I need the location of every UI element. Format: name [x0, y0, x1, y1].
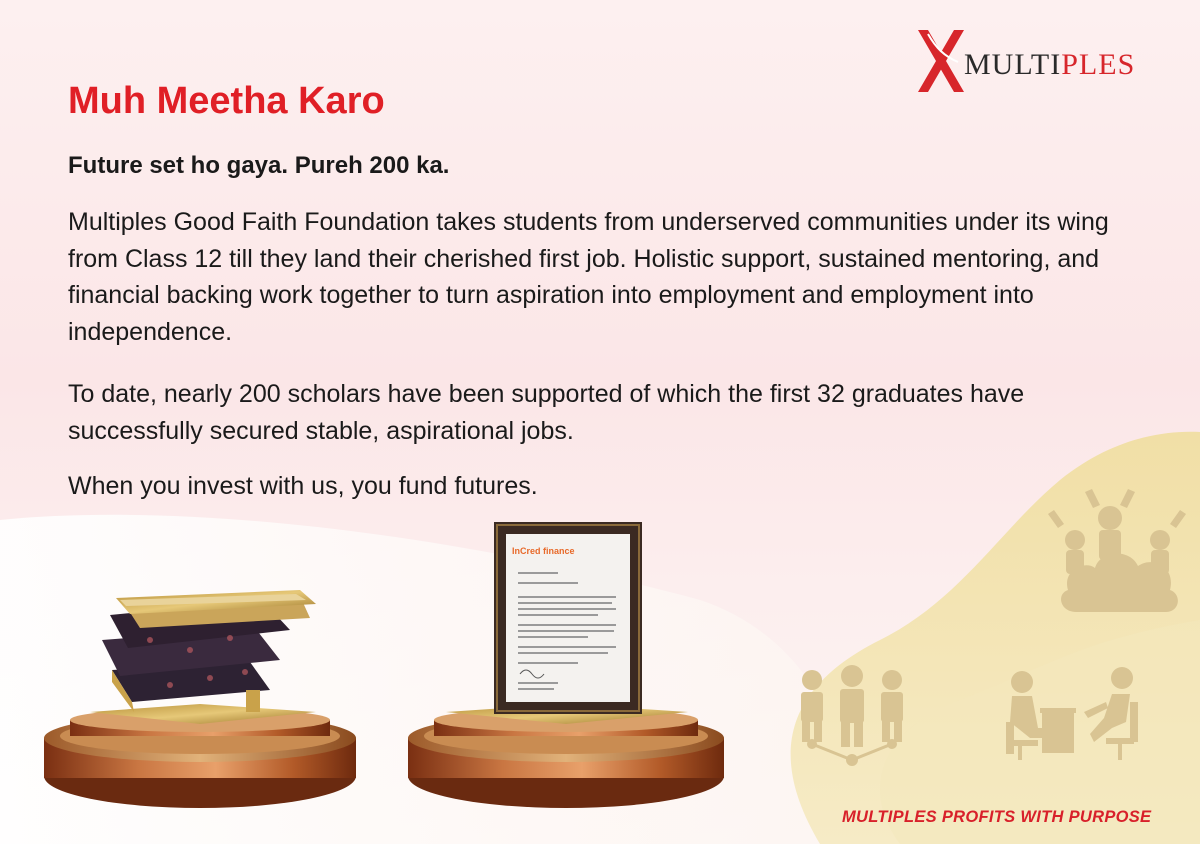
paragraph-foundation: Multiples Good Faith Foundation takes students from underserved communities under its wing from Class 12 till they land their cherished first job. Holistic support, sustained mentoring, and financial backing work together to turn aspiration into employment and employment into independence. [68, 208, 1109, 346]
footer-tagline: MULTIPLES PROFITS WITH PURPOSE [842, 808, 1152, 826]
paragraph-invest: When you invest with us, you fund futures. [68, 472, 538, 500]
page-title: Muh Meetha Karo [68, 80, 385, 122]
paragraph-scholars: To date, nearly 200 scholars have been supported of which the first 32 graduates have successfully secured stable, aspirational jobs. [68, 380, 1025, 445]
podium-right [408, 704, 724, 808]
multiples-logo [914, 26, 1180, 96]
framed-appointment-letter [494, 522, 642, 714]
logo-wordmark: MULTIPLES [964, 48, 1136, 81]
subtitle: Future set ho gaya. Pureh 200 ka. [68, 152, 450, 179]
podium-left [44, 704, 356, 808]
letter-brand: InCred finance [512, 546, 575, 556]
